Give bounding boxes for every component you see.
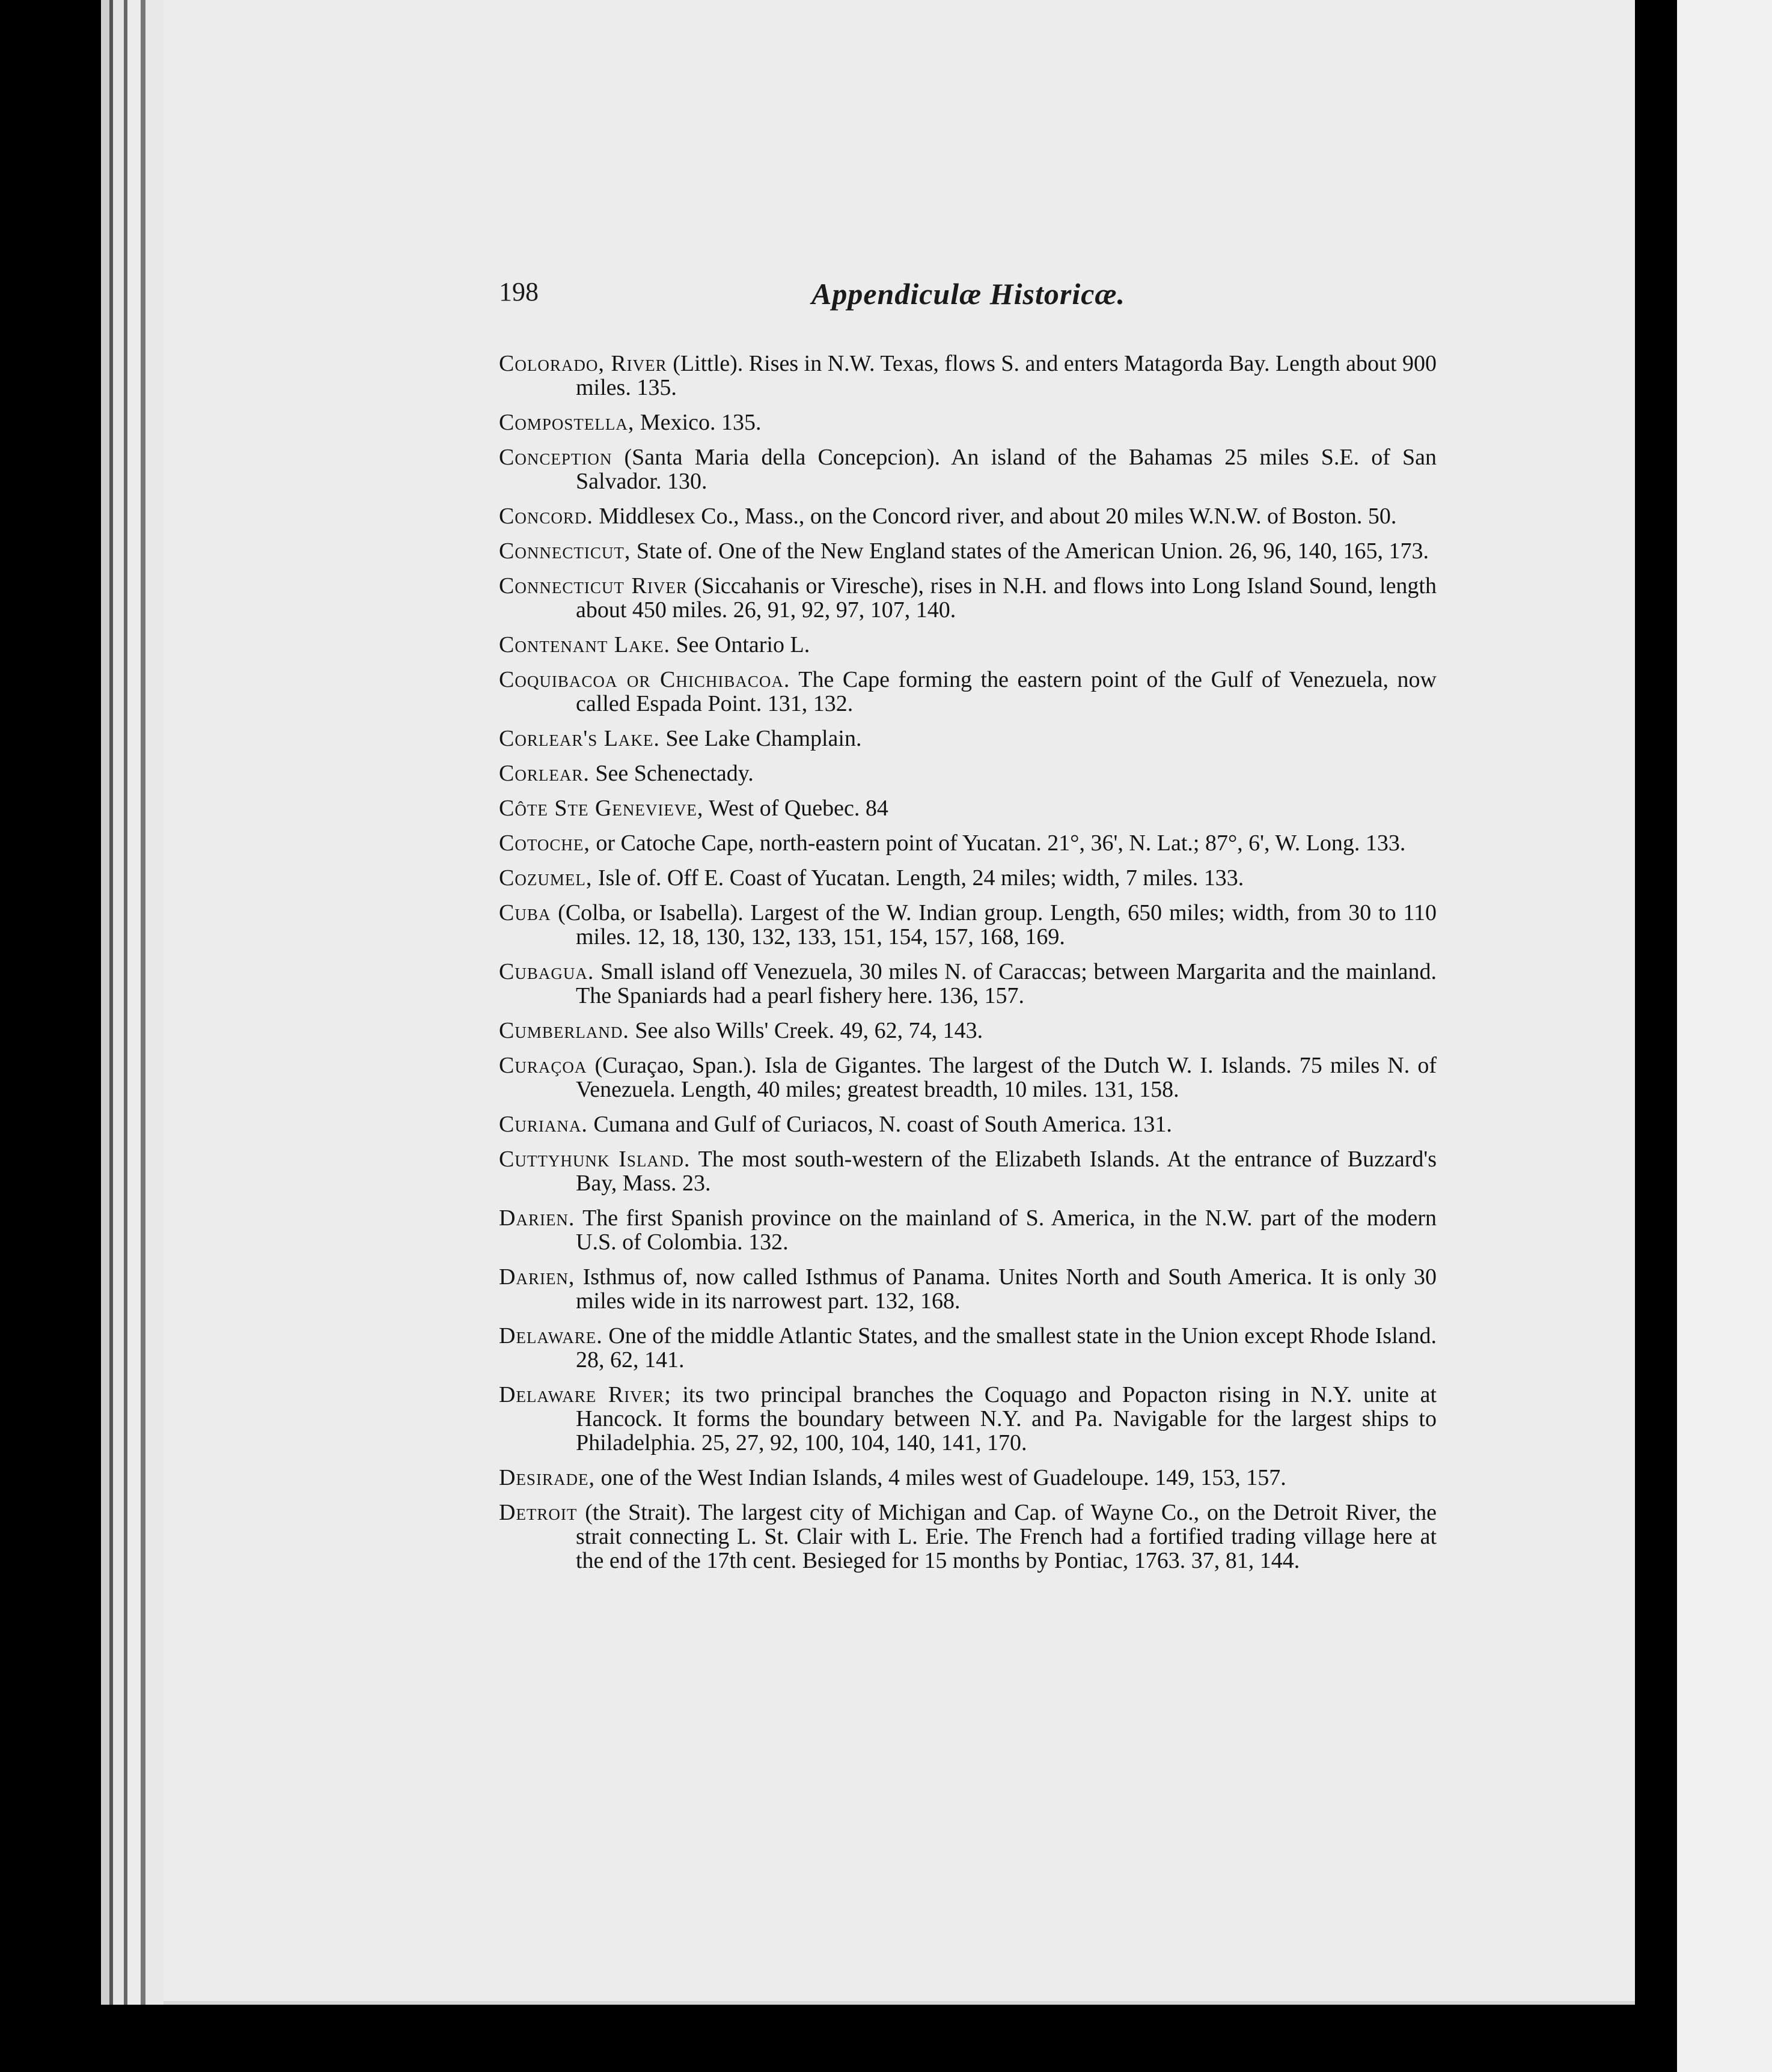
entry-head: Corlear. — [499, 761, 590, 786]
entry — [499, 727, 1437, 751]
entry-head: Corlear's Lake. — [499, 726, 660, 751]
entry-head: Curaçoa — [499, 1053, 587, 1078]
entry — [499, 668, 1437, 716]
entry-text: One of the middle Atlantic States, and the smallest state in the Union except Rhode Island. 28, 62, 141. — [576, 1323, 1437, 1373]
entry-text: (the Strait). The largest city of Michigan and Cap. of Wayne Co., on the Detroit River, the strait connecting L. St. Clair with L. Erie. The French had a fortified trading village here at the end of the 17th cent. Besieged for 15 months by Pontiac, 1763. 37, 81, 144. — [576, 1500, 1437, 1573]
entry — [499, 1147, 1437, 1195]
entry-head: Conception — [499, 445, 613, 470]
book-edge — [141, 0, 145, 2072]
entry — [499, 1324, 1437, 1372]
entry-head: Desirade, — [499, 1465, 595, 1490]
entry — [499, 504, 1437, 528]
entry-head: Cuba — [499, 900, 551, 925]
entry-text: The first Spanish province on the mainland of S. America, in the N.W. part of the modern U.S. of Colombia. 132. — [575, 1205, 1437, 1255]
entry-text: (Little). Rises in N.W. Texas, flows S. and enters Matagorda Bay. Length about 900 miles. 135. — [576, 351, 1437, 400]
entry-text: Middlesex Co., Mass., on the Concord river, and about 20 miles W.N.W. of Boston. 50. — [593, 504, 1397, 529]
entry-head: Delaware. — [499, 1323, 603, 1348]
entry-head: Contenant Lake. — [499, 632, 671, 657]
page-number: 198 — [499, 277, 539, 306]
entry-head: Cubagua. — [499, 959, 594, 984]
entry-text: Isthmus of, now called Isthmus of Panama. Unites North and South America. It is only 30 miles wide in its narrowest part. 132, 168. — [575, 1264, 1437, 1314]
entry — [499, 1206, 1437, 1254]
scan-background — [0, 2005, 1635, 2072]
entry — [499, 901, 1437, 949]
entry-head: Côte Ste Genevieve, — [499, 796, 704, 821]
entry-text: one of the West Indian Islands, 4 miles west of Guadeloupe. 149, 153, 157. — [594, 1465, 1286, 1490]
entry-text: See Ontario L. — [670, 632, 810, 657]
entry-head: Concord. — [499, 504, 593, 529]
entry — [499, 1053, 1437, 1102]
entry — [499, 831, 1437, 855]
book-edge — [127, 0, 141, 2072]
entry — [499, 960, 1437, 1008]
entry-text: (Santa Maria della Concepcion). An island of the Bahamas 25 miles S.E. of San Salvador. 130. — [576, 445, 1437, 494]
entry-head: Curiana. — [499, 1112, 588, 1137]
entry-text: State of. One of the New England states of the American Union. 26, 96, 140, 165, 173. — [631, 538, 1429, 564]
entry-text: Isle of. Off E. Coast of Yucatan. Length, 24 miles; width, 7 miles. 133. — [592, 865, 1244, 891]
entry — [499, 796, 1437, 820]
entry — [499, 1112, 1437, 1136]
entry-text: See Schenectady. — [589, 761, 754, 786]
entry-text: (Colba, or Isabella). Largest of the W. Indian group. Length, 650 miles; width, from 30 to 110 miles. 12, 18, 130, 132, 133, 151, 154, 157, 168, 169. — [551, 900, 1437, 949]
entry — [499, 761, 1437, 785]
entry-text: See Lake Champlain. — [659, 726, 862, 751]
entry — [499, 539, 1437, 563]
entry-head: Darien, — [499, 1264, 575, 1290]
entry-head: Delaware River; — [499, 1382, 671, 1407]
entry-text: See also Wills' Creek. 49, 62, 74, 143. — [629, 1018, 983, 1043]
gazetteer-entries — [499, 352, 1437, 1583]
entry-head: Compostella, — [499, 410, 635, 435]
entry — [499, 1019, 1437, 1043]
entry-head: Detroit — [499, 1500, 578, 1525]
entry-text: its two principal branches the Coquago and Popacton rising in N.Y. unite at Hancock. It forms the boundary between N.Y. and Pa. Navigable for the largest ships to Philadelphia. 25, 27, 92, 100, 104, 140, 141, 170. — [576, 1382, 1437, 1455]
entry — [499, 1501, 1437, 1573]
book-edge — [101, 0, 109, 2072]
running-title: Appendiculæ Historicæ. — [811, 277, 1126, 311]
entry-text: The Cape forming the eastern point of the Gulf of Venezuela, now called Espada Point. 131, 132. — [576, 667, 1437, 716]
entry — [499, 1265, 1437, 1313]
entry-text: West of Quebec. 84 — [703, 796, 888, 821]
book-edge — [145, 0, 163, 2072]
entry — [499, 410, 1437, 434]
entry — [499, 866, 1437, 890]
entry — [499, 1383, 1437, 1455]
entry-head: Connecticut, — [499, 538, 631, 564]
entry-text: Small island off Venezuela, 30 miles N. of Caraccas; between Margarita and the mainland. The Spaniards had a pearl fishery here. 136, 157. — [576, 959, 1437, 1008]
page-header — [499, 276, 1437, 325]
entry-head: Cozumel, — [499, 865, 593, 891]
facing-page-edge — [1677, 0, 1772, 2072]
page-gutter — [1635, 0, 1677, 2072]
entry-head: Connecticut River — [499, 573, 688, 599]
book-edge — [113, 0, 124, 2072]
entry-text: Mexico. 135. — [634, 410, 762, 435]
entry-head: Coquibacoa or Chichibacoa. — [499, 667, 790, 692]
entry — [499, 352, 1437, 400]
entry-head: Darien. — [499, 1205, 575, 1231]
entry — [499, 445, 1437, 493]
entry-head: Cotoche, — [499, 830, 590, 856]
entry-head: Cumberland. — [499, 1018, 629, 1043]
entry-text: Cumana and Gulf of Curiacos, N. coast of South America. 131. — [587, 1112, 1172, 1137]
entry-text: (Curaçao, Span.). Isla de Gigantes. The largest of the Dutch W. I. Islands. 75 miles N. of Venezuela. Length, 40 miles; greatest breadth, 10 miles. 131, 158. — [576, 1053, 1437, 1102]
entry-head: Colorado, River — [499, 351, 667, 376]
entry-text: (Siccahanis or Viresche), rises in N.H. and flows into Long Island Sound, length about 450 miles. 26, 91, 92, 97, 107, 140. — [576, 573, 1437, 623]
entry-text: or Catoche Cape, north-eastern point of Yucatan. 21°, 36', N. Lat.; 87°, 6', W. Long. 133. — [590, 830, 1406, 856]
entry-head: Cuttyhunk Island. — [499, 1147, 691, 1172]
entry — [499, 574, 1437, 622]
entry — [499, 1466, 1437, 1490]
entry-text: The most south-western of the Elizabeth Islands. At the entrance of Buzzard's Bay, Mass. 23. — [576, 1147, 1437, 1196]
entry — [499, 633, 1437, 657]
